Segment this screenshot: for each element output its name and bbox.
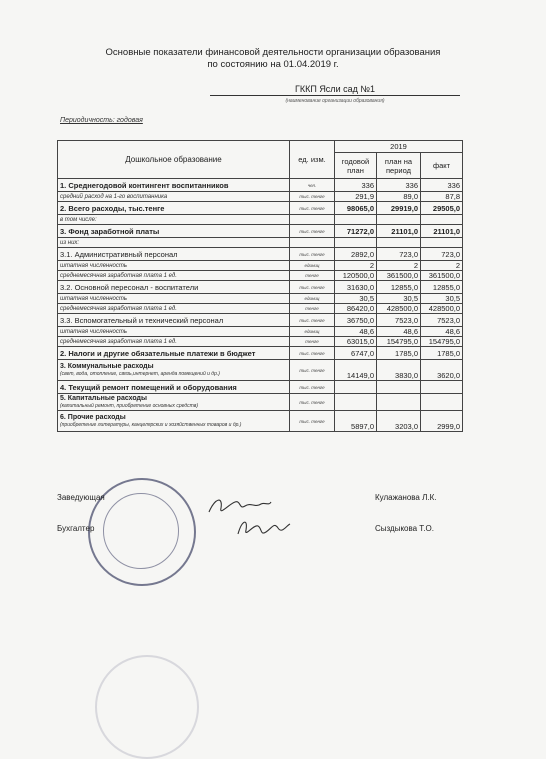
row-label: средний расход на 1-го воспитанника: [58, 192, 290, 202]
row-fact-value: [421, 394, 463, 411]
row-period-value: [377, 381, 421, 394]
row-fact-value: 3620,0: [421, 360, 463, 381]
periodicity: Периодичность: годовая: [60, 117, 143, 124]
row-label: 3.3. Вспомогательный и технический персонал: [58, 314, 290, 327]
row-plan-value: 48,6: [335, 327, 377, 337]
row-unit: единиц: [290, 261, 335, 271]
row-unit: тыс. тенге: [290, 248, 335, 261]
row-label-main: 5. Капитальные расходы: [60, 395, 147, 402]
table-row: [58, 215, 463, 225]
row-label: среднемесячная заработная плата 1 ед.: [58, 337, 290, 347]
row-fact-value: 12855,0: [421, 281, 463, 294]
header-section: Дошкольное образование: [58, 141, 290, 179]
row-unit: тенге: [290, 271, 335, 281]
row-fact-value: 336: [421, 179, 463, 192]
accountant-title: Бухгалтер: [57, 524, 95, 533]
row-fact-value: 87,8: [421, 192, 463, 202]
header-plan: годовой план: [335, 153, 377, 179]
row-period-value: [377, 215, 421, 225]
table-row: [58, 294, 463, 304]
row-fact-value: 30,5: [421, 294, 463, 304]
accountant-name: Сыздыкова Т.О.: [375, 524, 434, 533]
row-unit: [290, 215, 335, 225]
row-plan-value: [335, 238, 377, 248]
row-unit: тыс. тенге: [290, 360, 335, 381]
row-plan-value: 86420,0: [335, 304, 377, 314]
financial-table: [57, 140, 463, 432]
row-fact-value: 154795,0: [421, 337, 463, 347]
row-plan-value: [335, 215, 377, 225]
row-fact-value: 2: [421, 261, 463, 271]
table-row: [58, 238, 463, 248]
row-unit: тыс. тенге: [290, 314, 335, 327]
row-period-value: 154795,0: [377, 337, 421, 347]
table-row: [58, 261, 463, 271]
table-row: [58, 327, 463, 337]
row-fact-value: 21101,0: [421, 225, 463, 238]
row-label: штатная численность: [58, 294, 290, 304]
table-row: [58, 347, 463, 360]
row-label: штатная численность: [58, 327, 290, 337]
row-label: в том числе:: [58, 215, 290, 225]
row-unit: тыс. тенге: [290, 192, 335, 202]
row-period-value: [377, 394, 421, 411]
row-plan-value: 6747,0: [335, 347, 377, 360]
row-fact-value: [421, 381, 463, 394]
row-fact-value: 361500,0: [421, 271, 463, 281]
signature-accountant: [232, 514, 292, 540]
row-label: 3.2. Основной пересонал - воспитатели: [58, 281, 290, 294]
row-plan-value: [335, 381, 377, 394]
row-unit: единиц: [290, 294, 335, 304]
row-fact-value: 2999,0: [421, 411, 463, 432]
stamp-faint: [95, 655, 199, 759]
row-plan-value: 36750,0: [335, 314, 377, 327]
table-row: [58, 411, 463, 432]
table-row: [58, 202, 463, 215]
head-name: Кулажанова Л.К.: [375, 493, 437, 502]
row-period-value: 336: [377, 179, 421, 192]
row-unit: тыс. тенге: [290, 225, 335, 238]
header-year: 2019: [335, 141, 463, 153]
row-plan-value: 336: [335, 179, 377, 192]
table-row: [58, 248, 463, 261]
row-plan-value: [335, 394, 377, 411]
table-row: [58, 192, 463, 202]
row-period-value: 1785,0: [377, 347, 421, 360]
row-label: среднемесячная заработная плата 1 ед.: [58, 271, 290, 281]
head-title: Заведующая: [57, 493, 105, 502]
table-row: [58, 304, 463, 314]
row-label: 2. Налоги и другие обязательные платежи в бюджет: [58, 347, 290, 360]
row-plan-value: 2: [335, 261, 377, 271]
row-period-value: 2: [377, 261, 421, 271]
header-fact: факт: [421, 153, 463, 179]
table-body: [58, 179, 463, 432]
row-plan-value: 31630,0: [335, 281, 377, 294]
organization-hint: (наименование организации образования): [285, 98, 385, 104]
row-unit: тыс. тенге: [290, 281, 335, 294]
stamp-seal-inner: [103, 493, 179, 569]
row-period-value: 89,0: [377, 192, 421, 202]
row-period-value: 29919,0: [377, 202, 421, 215]
table-row: [58, 225, 463, 238]
row-fact-value: 29505,0: [421, 202, 463, 215]
row-period-value: 48,6: [377, 327, 421, 337]
row-label: 2. Всего расходы, тыс.тенге: [58, 202, 290, 215]
row-label-note: (приобретение литературы, канцелярских и хозяйственных товаров и др.): [60, 422, 242, 428]
row-label: 3. Фонд заработной платы: [58, 225, 290, 238]
document-title-line2: по состоянию на 01.04.2019 г.: [207, 59, 339, 70]
row-label: 1. Среднегодовой контингент воспитанников: [58, 179, 290, 192]
row-label: штатная численность: [58, 261, 290, 271]
row-plan-value: 98065,0: [335, 202, 377, 215]
row-label-main: 3. Коммунальные расходы: [60, 363, 154, 370]
row-fact-value: [421, 215, 463, 225]
row-period-value: 3203,0: [377, 411, 421, 432]
row-plan-value: 71272,0: [335, 225, 377, 238]
row-fact-value: 48,6: [421, 327, 463, 337]
row-unit: чел.: [290, 179, 335, 192]
row-period-value: 21101,0: [377, 225, 421, 238]
table-row: [58, 360, 463, 381]
row-fact-value: 428500,0: [421, 304, 463, 314]
table-row: [58, 337, 463, 347]
document-title-line1: Основные показатели финансовой деятельности организации образования: [105, 47, 441, 58]
row-label-note: (свет, вода, отопление, связь,интернет, аренда помещений и др.): [60, 371, 220, 377]
row-unit: тыс. тенге: [290, 347, 335, 360]
row-label: 4. Текущий ремонт помещений и оборудования: [58, 381, 290, 394]
row-label: [58, 360, 290, 381]
row-period-value: 3830,0: [377, 360, 421, 381]
row-label: 3.1. Административный персонал: [58, 248, 290, 261]
row-label: [58, 394, 290, 411]
organization-name: ГККП Ясли сад №1: [210, 84, 460, 96]
row-unit: [290, 238, 335, 248]
row-unit: тыс. тенге: [290, 394, 335, 411]
row-label: среднемесячная заработная плата 1 ед.: [58, 304, 290, 314]
row-period-value: [377, 238, 421, 248]
row-period-value: 361500,0: [377, 271, 421, 281]
table-row: [58, 394, 463, 411]
row-plan-value: 63015,0: [335, 337, 377, 347]
row-plan-value: 120500,0: [335, 271, 377, 281]
table-row: [58, 281, 463, 294]
row-unit: тыс. тенге: [290, 411, 335, 432]
row-fact-value: [421, 238, 463, 248]
row-period-value: 30,5: [377, 294, 421, 304]
row-label-main: 6. Прочие расходы: [60, 414, 126, 421]
row-unit: тенге: [290, 337, 335, 347]
row-unit: единиц: [290, 327, 335, 337]
row-fact-value: 723,0: [421, 248, 463, 261]
row-period-value: 7523,0: [377, 314, 421, 327]
row-unit: тыс. тенге: [290, 202, 335, 215]
row-plan-value: 291,9: [335, 192, 377, 202]
row-plan-value: 5897,0: [335, 411, 377, 432]
row-label: [58, 411, 290, 432]
row-period-value: 12855,0: [377, 281, 421, 294]
table-row: [58, 271, 463, 281]
table-row: [58, 314, 463, 327]
row-plan-value: 2892,0: [335, 248, 377, 261]
row-plan-value: 30,5: [335, 294, 377, 304]
table-row: [58, 179, 463, 192]
row-unit: тыс. тенге: [290, 381, 335, 394]
row-unit: тенге: [290, 304, 335, 314]
header-period: план на период: [377, 153, 421, 179]
row-period-value: 723,0: [377, 248, 421, 261]
row-fact-value: 1785,0: [421, 347, 463, 360]
row-fact-value: 7523,0: [421, 314, 463, 327]
row-label: из них:: [58, 238, 290, 248]
table-row: [58, 381, 463, 394]
row-plan-value: 14149,0: [335, 360, 377, 381]
row-period-value: 428500,0: [377, 304, 421, 314]
header-unit: ед. изм.: [290, 141, 335, 179]
row-label-note: (капитальный ремонт, приобретение основных средств): [60, 403, 199, 409]
